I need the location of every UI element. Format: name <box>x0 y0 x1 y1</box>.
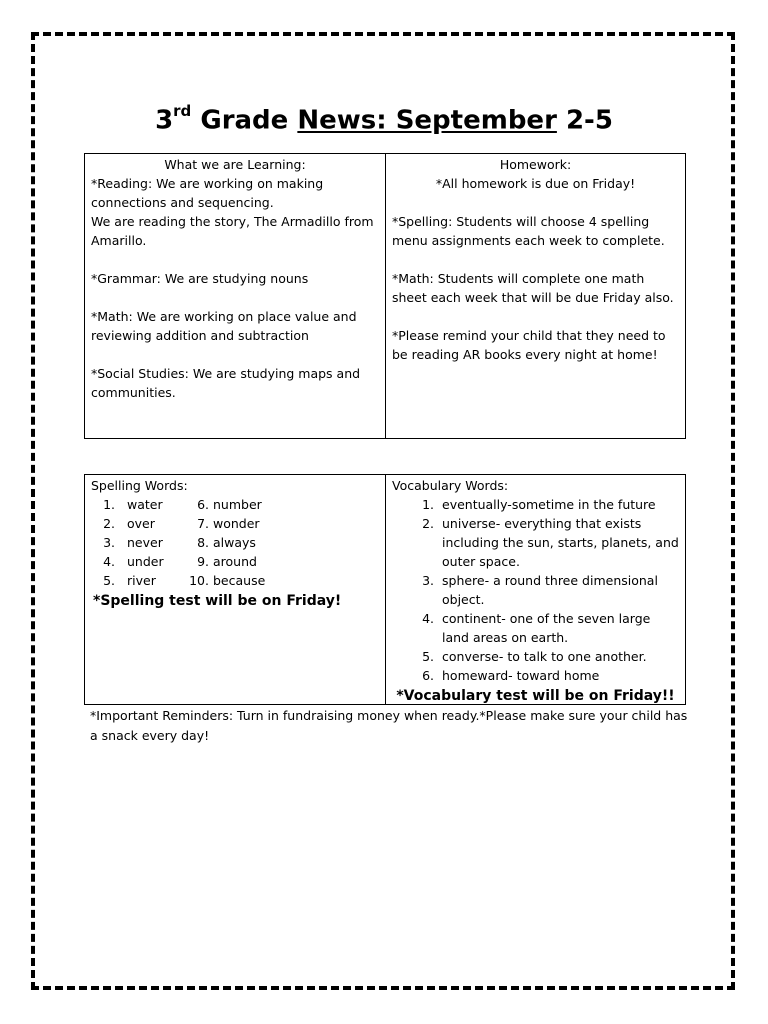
spelling-homework-note: *Spelling: Students will choose 4 spelling menu assignments each week to complete. <box>392 214 665 248</box>
page-title: 3rd Grade News: September 2-5 <box>155 102 613 136</box>
vocabulary-test-note: *Vocabulary test will be on Friday!! <box>396 688 675 704</box>
learning-header: What we are Learning: <box>164 157 306 172</box>
spelling-test-note: *Spelling test will be on Friday! <box>93 593 342 609</box>
vocabulary-list <box>392 495 679 685</box>
homework-due-note: *All homework is due on Friday! <box>435 176 636 191</box>
spelling-row <box>91 495 379 514</box>
homework-header: Homework: <box>499 157 572 172</box>
spelling-number: 10. <box>189 573 209 588</box>
vocabulary-item: 3. sphere- a round three dimensional object. <box>438 571 679 609</box>
homework-column <box>385 154 685 438</box>
math-note: *Math: We are working on place value and reviewing addition and subtraction <box>91 309 357 343</box>
reading-note: *Reading: We are working on making connections and sequencing. <box>91 176 324 210</box>
learning-column <box>85 154 385 438</box>
spelling-word: wonder <box>213 516 260 531</box>
vocabulary-item: 4. continent- one of the seven large land areas on earth. <box>438 609 679 647</box>
spelling-column <box>85 475 385 704</box>
spelling-row <box>91 571 379 590</box>
spelling-word: always <box>213 535 256 550</box>
spelling-word: because <box>213 573 266 588</box>
spelling-number: 5. <box>103 573 115 588</box>
spelling-list <box>91 495 379 590</box>
spelling-row <box>91 533 379 552</box>
spelling-number: 7. <box>197 516 209 531</box>
spelling-word: river <box>127 573 156 588</box>
spelling-number: 1. <box>103 497 115 512</box>
spelling-number: 6. <box>197 497 209 512</box>
spelling-word: water <box>127 497 163 512</box>
spelling-number: 2. <box>103 516 115 531</box>
spelling-number: 9. <box>197 554 209 569</box>
story-note: We are reading the story, The Armadillo from Amarillo. <box>91 214 374 248</box>
vocabulary-item: 5. converse- to talk to one another. <box>438 647 679 666</box>
spelling-word: under <box>127 554 164 569</box>
math-homework-note: *Math: Students will complete one math sheet each week that will be due Friday also. <box>392 271 674 305</box>
social-studies-note: *Social Studies: We are studying maps and communities. <box>91 366 361 400</box>
spelling-number: 4. <box>103 554 115 569</box>
important-reminders: *Important Reminders: Turn in fundraising money when ready.*Please make sure your child has a snack every day! <box>90 708 688 743</box>
spelling-row <box>91 552 379 571</box>
reading-reminder-note: *Please remind your child that they need to be reading AR books every night at home! <box>392 328 666 362</box>
vocabulary-item: 6. homeward- toward home <box>438 666 679 685</box>
vocabulary-header: Vocabulary Words: <box>392 478 509 493</box>
spelling-number: 8. <box>197 535 209 550</box>
spelling-word: never <box>127 535 163 550</box>
vocabulary-item: 2. universe- everything that exists including the sun, starts, planets, and outer space. <box>438 514 679 571</box>
grammar-note: *Grammar: We are studying nouns <box>91 271 309 286</box>
words-table <box>84 474 686 705</box>
spelling-header: Spelling Words: <box>91 478 188 493</box>
spelling-word: over <box>127 516 155 531</box>
info-table <box>84 153 686 439</box>
spelling-number: 3. <box>103 535 115 550</box>
spelling-row <box>91 514 379 533</box>
vocabulary-item: 1. eventually-sometime in the future <box>438 495 679 514</box>
spelling-word: number <box>213 497 262 512</box>
spelling-word: around <box>213 554 257 569</box>
vocabulary-column <box>385 475 685 704</box>
